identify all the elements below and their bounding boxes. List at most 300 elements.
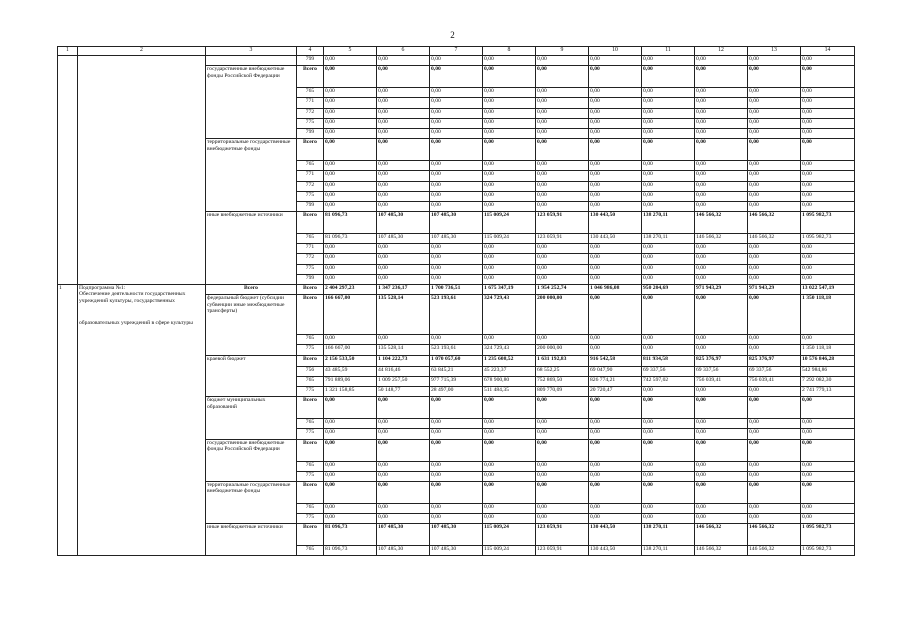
- value-cell: 69 337,56: [695, 366, 748, 376]
- value-cell: 166 667,00: [324, 345, 377, 355]
- value-cell: 0,00: [748, 335, 801, 345]
- value-cell: 0,00: [536, 439, 589, 461]
- column-number-cell: 3: [206, 47, 297, 56]
- value-cell: 0,00: [801, 419, 855, 429]
- value-cell: 0,00: [589, 191, 642, 201]
- value-cell: 0,00: [589, 56, 642, 66]
- value-cell: 1 347 236,17: [377, 285, 430, 295]
- value-cell: 0,00: [695, 191, 748, 201]
- value-cell: 146 566,32: [748, 212, 801, 234]
- value-cell: 0,00: [536, 461, 589, 471]
- value-cell: 0,00: [589, 161, 642, 171]
- value-cell: 1 009 257,50: [377, 376, 430, 386]
- value-cell: 0,00: [748, 128, 801, 138]
- value-cell: 0,00: [589, 514, 642, 524]
- value-cell: 0,00: [324, 181, 377, 191]
- value-cell: 0,00: [377, 88, 430, 98]
- value-cell: 0,00: [377, 171, 430, 181]
- value-cell: 0,00: [430, 181, 483, 191]
- value-cell: 0,00: [642, 386, 695, 396]
- code-cell: 765: [297, 461, 324, 471]
- value-cell: 0,00: [324, 335, 377, 345]
- value-cell: 0,00: [642, 514, 695, 524]
- code-cell: 772: [297, 181, 324, 191]
- value-cell: 0,00: [483, 481, 536, 503]
- value-cell: 0,00: [536, 98, 589, 108]
- value-cell: 69 047,90: [589, 366, 642, 376]
- value-cell: 0,00: [536, 335, 589, 345]
- value-cell: 0,00: [324, 108, 377, 118]
- value-cell: 0,00: [430, 264, 483, 274]
- value-cell: 146 566,32: [748, 524, 801, 546]
- value-cell: 0,00: [695, 171, 748, 181]
- code-cell: 771: [297, 98, 324, 108]
- value-cell: 0,00: [483, 503, 536, 513]
- value-cell: 44 816,46: [377, 366, 430, 376]
- subprogram-description-cont: образовательных учреждений в сфере культуры: [79, 320, 193, 327]
- code-cell: Всего: [297, 355, 324, 366]
- value-cell: 0,00: [430, 397, 483, 419]
- value-cell: 0,00: [642, 161, 695, 171]
- value-cell: 0,00: [642, 118, 695, 128]
- value-cell: 0,00: [589, 254, 642, 264]
- value-cell: 45 223,37: [483, 366, 536, 376]
- value-cell: 0,00: [430, 66, 483, 88]
- code-cell: 765: [297, 161, 324, 171]
- value-cell: 0,00: [483, 56, 536, 66]
- value-cell: 0,00: [801, 335, 855, 345]
- code-cell: 772: [297, 254, 324, 264]
- value-cell: 0,00: [801, 264, 855, 274]
- value-cell: 1 700 736,51: [430, 285, 483, 295]
- funding-source-cell: федеральный бюджет (субсидии субвенции иные межбюджетные трансферты): [206, 295, 297, 355]
- value-cell: 0,00: [377, 56, 430, 66]
- value-cell: 0,00: [589, 274, 642, 284]
- value-cell: 0,00: [483, 118, 536, 128]
- value-cell: 0,00: [430, 429, 483, 439]
- value-cell: 0,00: [536, 481, 589, 503]
- value-cell: 0,00: [377, 161, 430, 171]
- funding-source-cell: [206, 56, 297, 66]
- value-cell: 0,00: [483, 264, 536, 274]
- value-cell: 0,00: [324, 254, 377, 264]
- value-cell: 0,00: [748, 181, 801, 191]
- program-name-cell: [78, 56, 206, 285]
- value-cell: 0,00: [536, 254, 589, 264]
- value-cell: 0,00: [642, 471, 695, 481]
- funding-source-cell: краевой бюджет: [206, 355, 297, 397]
- value-cell: 0,00: [324, 503, 377, 513]
- value-cell: 0,00: [324, 439, 377, 461]
- value-cell: 0,00: [483, 397, 536, 419]
- value-cell: 523 193,61: [430, 295, 483, 335]
- code-cell: Всего: [297, 212, 324, 234]
- value-cell: 0,00: [324, 56, 377, 66]
- value-cell: 971 943,29: [695, 285, 748, 295]
- value-cell: 0,00: [748, 481, 801, 503]
- value-cell: 0,00: [324, 397, 377, 419]
- code-cell: 799: [297, 56, 324, 66]
- value-cell: 0,00: [748, 98, 801, 108]
- value-cell: 825 376,97: [695, 355, 748, 366]
- value-cell: 20 720,47: [589, 386, 642, 396]
- value-cell: 0,00: [483, 419, 536, 429]
- value-cell: 0,00: [801, 201, 855, 211]
- value-cell: 0,00: [324, 128, 377, 138]
- value-cell: 0,00: [801, 254, 855, 264]
- value-cell: 146 566,32: [695, 524, 748, 546]
- value-cell: 0,00: [801, 108, 855, 118]
- column-number-cell: 5: [324, 47, 377, 56]
- column-number-cell: 7: [430, 47, 483, 56]
- value-cell: 0,00: [695, 397, 748, 419]
- value-cell: 115 009,24: [483, 524, 536, 546]
- code-cell: Всего: [297, 285, 324, 295]
- value-cell: 0,00: [483, 171, 536, 181]
- code-cell: 765: [297, 335, 324, 345]
- value-cell: 0,00: [642, 191, 695, 201]
- value-cell: 1 675 347,19: [483, 285, 536, 295]
- value-cell: 0,00: [748, 274, 801, 284]
- value-cell: 0,00: [695, 439, 748, 461]
- value-cell: 0,00: [430, 274, 483, 284]
- value-cell: 0,00: [642, 108, 695, 118]
- value-cell: 69 337,56: [748, 366, 801, 376]
- value-cell: 0,00: [536, 419, 589, 429]
- value-cell: 200 000,00: [536, 295, 589, 335]
- value-cell: 0,00: [324, 161, 377, 171]
- value-cell: 0,00: [748, 419, 801, 429]
- code-cell: 765: [297, 419, 324, 429]
- value-cell: 0,00: [589, 429, 642, 439]
- value-cell: 0,00: [695, 481, 748, 503]
- value-cell: 200 000,00: [536, 345, 589, 355]
- value-cell: 0,00: [695, 514, 748, 524]
- value-cell: 0,00: [801, 139, 855, 161]
- code-cell: 775: [297, 471, 324, 481]
- value-cell: 135 528,14: [377, 345, 430, 355]
- value-cell: 138 270,11: [642, 524, 695, 546]
- value-cell: 1 046 986,08: [589, 285, 642, 295]
- value-cell: 0,00: [430, 254, 483, 264]
- value-cell: 0,00: [536, 128, 589, 138]
- code-cell: 799: [297, 274, 324, 284]
- code-cell: 775: [297, 118, 324, 128]
- value-cell: 0,00: [483, 471, 536, 481]
- code-cell: 765: [297, 88, 324, 98]
- value-cell: 0,00: [589, 335, 642, 345]
- code-cell: Всего: [297, 66, 324, 88]
- value-cell: 0,00: [377, 254, 430, 264]
- value-cell: 0,00: [483, 254, 536, 264]
- value-cell: 130 443,50: [589, 546, 642, 556]
- value-cell: 0,00: [695, 419, 748, 429]
- value-cell: 1 104 222,73: [377, 355, 430, 366]
- value-cell: 69 337,56: [642, 366, 695, 376]
- value-cell: 2 404 297,23: [324, 285, 377, 295]
- value-cell: 1 095 982,73: [801, 212, 855, 234]
- value-cell: 0,00: [536, 397, 589, 419]
- value-cell: 0,00: [748, 514, 801, 524]
- value-cell: 324 729,43: [483, 295, 536, 335]
- value-cell: 0,00: [377, 419, 430, 429]
- value-cell: 0,00: [430, 88, 483, 98]
- value-cell: 0,00: [430, 128, 483, 138]
- value-cell: 0,00: [748, 201, 801, 211]
- value-cell: 0,00: [642, 139, 695, 161]
- value-cell: 0,00: [695, 108, 748, 118]
- value-cell: 0,00: [589, 98, 642, 108]
- value-cell: 0,00: [536, 264, 589, 274]
- value-cell: 0,00: [377, 181, 430, 191]
- column-number-cell: 1: [58, 47, 78, 56]
- value-cell: 0,00: [642, 181, 695, 191]
- column-number-cell: 12: [695, 47, 748, 56]
- value-cell: 0,00: [801, 461, 855, 471]
- value-cell: 0,00: [642, 429, 695, 439]
- value-cell: 130 443,50: [589, 234, 642, 244]
- value-cell: 0,00: [377, 128, 430, 138]
- value-cell: 0,00: [748, 108, 801, 118]
- value-cell: 0,00: [801, 98, 855, 108]
- value-cell: 0,00: [536, 471, 589, 481]
- value-cell: 107 485,30: [377, 524, 430, 546]
- value-cell: 0,00: [589, 171, 642, 181]
- value-cell: 0,00: [430, 503, 483, 513]
- value-cell: 1 095 982,73: [801, 524, 855, 546]
- value-cell: 0,00: [324, 461, 377, 471]
- value-cell: 2 741 779,13: [801, 386, 855, 396]
- value-cell: 0,00: [377, 244, 430, 254]
- value-cell: 0,00: [589, 264, 642, 274]
- value-cell: 0,00: [748, 471, 801, 481]
- value-cell: 0,00: [695, 56, 748, 66]
- value-cell: 0,00: [536, 88, 589, 98]
- value-cell: 0,00: [536, 171, 589, 181]
- subprogram-cell: [78, 285, 206, 556]
- table-row: [58, 56, 855, 66]
- value-cell: 0,00: [748, 171, 801, 181]
- value-cell: 0,00: [589, 88, 642, 98]
- code-cell: 775: [297, 514, 324, 524]
- value-cell: 0,00: [430, 98, 483, 108]
- code-cell: 775: [297, 386, 324, 396]
- value-cell: 0,00: [377, 514, 430, 524]
- value-cell: 0,00: [642, 201, 695, 211]
- value-cell: 0,00: [801, 88, 855, 98]
- value-cell: 0,00: [430, 335, 483, 345]
- value-cell: 0,00: [589, 461, 642, 471]
- code-cell: 799: [297, 201, 324, 211]
- value-cell: 0,00: [695, 139, 748, 161]
- value-cell: 0,00: [642, 295, 695, 335]
- page-number: 2: [450, 30, 455, 40]
- value-cell: 130 443,50: [589, 212, 642, 234]
- value-cell: 0,00: [801, 397, 855, 419]
- value-cell: 81 096,73: [324, 212, 377, 234]
- value-cell: 0,00: [324, 471, 377, 481]
- value-cell: 0,00: [801, 128, 855, 138]
- value-cell: 146 566,32: [695, 212, 748, 234]
- value-cell: 107 485,30: [377, 212, 430, 234]
- value-cell: 0,00: [430, 471, 483, 481]
- value-cell: 0,00: [642, 461, 695, 471]
- value-cell: 107 485,30: [430, 546, 483, 556]
- value-cell: 0,00: [483, 335, 536, 345]
- value-cell: 0,00: [801, 161, 855, 171]
- funding-source-cell: иные внебюджетные источники: [206, 212, 297, 285]
- value-cell: 0,00: [483, 191, 536, 201]
- value-cell: 0,00: [430, 161, 483, 171]
- value-cell: 0,00: [642, 439, 695, 461]
- value-cell: 1 350 118,18: [801, 345, 855, 355]
- value-cell: 0,00: [377, 397, 430, 419]
- funding-source-cell: территориальные государственные внебюджетные фонды: [206, 139, 297, 212]
- value-cell: 0,00: [536, 191, 589, 201]
- column-number-row: [58, 47, 855, 56]
- value-cell: 0,00: [324, 481, 377, 503]
- value-cell: 0,00: [430, 139, 483, 161]
- value-cell: 0,00: [801, 171, 855, 181]
- value-cell: 107 485,30: [430, 212, 483, 234]
- value-cell: 0,00: [377, 471, 430, 481]
- value-cell: 115 009,24: [483, 546, 536, 556]
- column-number-cell: 6: [377, 47, 430, 56]
- code-cell: 765: [297, 376, 324, 386]
- value-cell: 0,00: [483, 181, 536, 191]
- value-cell: 0,00: [589, 66, 642, 88]
- value-cell: 0,00: [589, 201, 642, 211]
- value-cell: 0,00: [430, 244, 483, 254]
- value-cell: 0,00: [589, 118, 642, 128]
- value-cell: 0,00: [483, 461, 536, 471]
- value-cell: 0,00: [642, 419, 695, 429]
- value-cell: 809 770,09: [536, 386, 589, 396]
- value-cell: 1 070 057,60: [430, 355, 483, 366]
- value-cell: 977 715,39: [430, 376, 483, 386]
- value-cell: 950 204,69: [642, 285, 695, 295]
- value-cell: 0,00: [483, 66, 536, 88]
- value-cell: 28 497,00: [430, 386, 483, 396]
- value-cell: 146 566,32: [748, 234, 801, 244]
- value-cell: 0,00: [483, 274, 536, 284]
- column-number-cell: 10: [589, 47, 642, 56]
- column-number-cell: 8: [483, 47, 536, 56]
- value-cell: 756 039,41: [748, 376, 801, 386]
- value-cell: 0,00: [801, 274, 855, 284]
- code-cell: 771: [297, 171, 324, 181]
- value-cell: 0,00: [324, 191, 377, 201]
- code-cell: 765: [297, 546, 324, 556]
- value-cell: 0,00: [748, 429, 801, 439]
- value-cell: 13 022 547,19: [801, 285, 855, 295]
- value-cell: 0,00: [695, 264, 748, 274]
- value-cell: 0,00: [801, 181, 855, 191]
- funding-source-cell: государственные внебюджетные фонды Российской Федерации: [206, 439, 297, 481]
- value-cell: 0,00: [377, 461, 430, 471]
- value-cell: 0,00: [483, 161, 536, 171]
- value-cell: 138 270,11: [642, 546, 695, 556]
- value-cell: 0,00: [642, 345, 695, 355]
- value-cell: 0,00: [536, 139, 589, 161]
- value-cell: 0,00: [324, 66, 377, 88]
- value-cell: 0,00: [695, 128, 748, 138]
- value-cell: 0,00: [589, 128, 642, 138]
- value-cell: 0,00: [642, 171, 695, 181]
- value-cell: 791 889,06: [324, 376, 377, 386]
- value-cell: 1 095 982,73: [801, 234, 855, 244]
- column-number-cell: 2: [78, 47, 206, 56]
- value-cell: 756 039,41: [695, 376, 748, 386]
- value-cell: 0,00: [801, 191, 855, 201]
- value-cell: 0,00: [589, 295, 642, 335]
- funding-source-cell: государственные внебюджетные фонды Российской Федерации: [206, 66, 297, 139]
- value-cell: 0,00: [483, 429, 536, 439]
- value-cell: 0,00: [377, 481, 430, 503]
- value-cell: 0,00: [748, 191, 801, 201]
- value-cell: 0,00: [536, 274, 589, 284]
- value-cell: 825 376,97: [748, 355, 801, 366]
- code-cell: 775: [297, 429, 324, 439]
- value-cell: 0,00: [695, 386, 748, 396]
- value-cell: 1 631 192,83: [536, 355, 589, 366]
- value-cell: 971 943,29: [748, 285, 801, 295]
- value-cell: 0,00: [377, 66, 430, 88]
- value-cell: 0,00: [536, 108, 589, 118]
- value-cell: 0,00: [748, 345, 801, 355]
- value-cell: 0,00: [324, 139, 377, 161]
- value-cell: 0,00: [377, 139, 430, 161]
- value-cell: 123 059,91: [536, 524, 589, 546]
- value-cell: 0,00: [748, 244, 801, 254]
- value-cell: 0,00: [536, 514, 589, 524]
- value-cell: 742 597,02: [642, 376, 695, 386]
- value-cell: 0,00: [748, 118, 801, 128]
- value-cell: 0,00: [483, 108, 536, 118]
- value-cell: 7 292 082,30: [801, 376, 855, 386]
- value-cell: 107 485,30: [377, 546, 430, 556]
- value-cell: 166 667,00: [324, 295, 377, 335]
- value-cell: 0,00: [748, 161, 801, 171]
- value-cell: 68 552,25: [536, 366, 589, 376]
- value-cell: 0,00: [695, 118, 748, 128]
- value-cell: 0,00: [430, 439, 483, 461]
- value-cell: 1 235 608,52: [483, 355, 536, 366]
- row-number-cell: [58, 56, 78, 285]
- code-cell: Всего: [297, 481, 324, 503]
- value-cell: 0,00: [377, 429, 430, 439]
- code-cell: Всего: [297, 439, 324, 461]
- value-cell: 0,00: [589, 139, 642, 161]
- code-cell: 772: [297, 108, 324, 118]
- funding-source-cell: иные внебюджетные источники: [206, 524, 297, 556]
- value-cell: 511 484,35: [483, 386, 536, 396]
- value-cell: 0,00: [377, 503, 430, 513]
- value-cell: 0,00: [589, 345, 642, 355]
- value-cell: 130 443,50: [589, 524, 642, 546]
- value-cell: 0,00: [642, 88, 695, 98]
- value-cell: 0,00: [430, 419, 483, 429]
- code-cell: 765: [297, 503, 324, 513]
- value-cell: 0,00: [536, 56, 589, 66]
- value-cell: 0,00: [430, 514, 483, 524]
- value-cell: 0,00: [642, 128, 695, 138]
- value-cell: 0,00: [483, 201, 536, 211]
- value-cell: 0,00: [536, 503, 589, 513]
- value-cell: 0,00: [377, 201, 430, 211]
- value-cell: 0,00: [589, 503, 642, 513]
- code-cell: 775: [297, 264, 324, 274]
